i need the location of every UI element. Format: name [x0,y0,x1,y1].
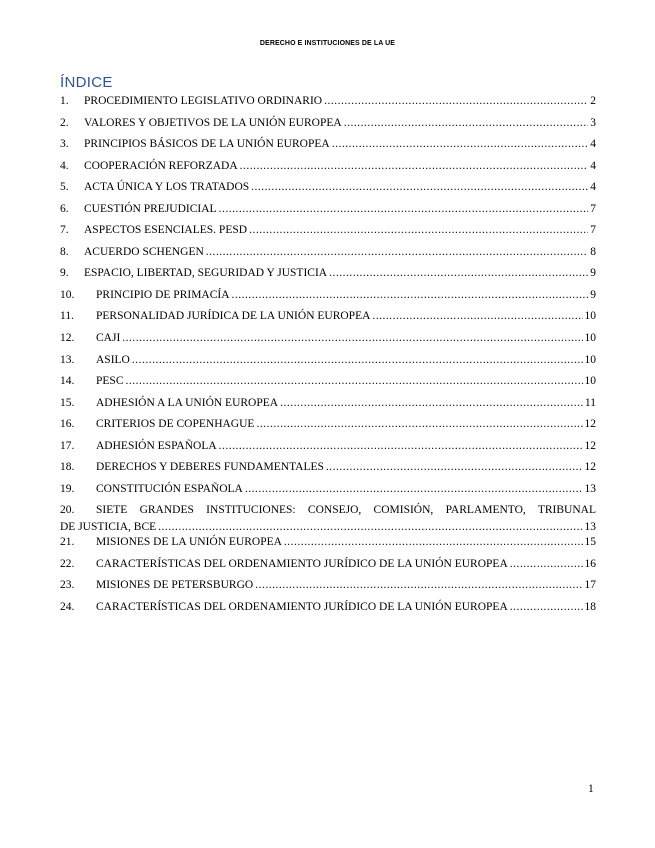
dot-leader [219,439,583,453]
toc-entry-title[interactable]: ACTA ÚNICA Y LOS TRATADOS [84,181,250,194]
toc-entry-page[interactable]: 10 [584,332,596,345]
toc-entry-title[interactable]: VALORES Y OBJETIVOS DE LA UNIÓN EUROPEA [84,116,342,129]
toc-entry-6[interactable] [60,202,596,224]
dot-leader [256,417,582,431]
toc-entry-22[interactable] [60,557,596,579]
toc-entry-20[interactable] [60,503,596,535]
toc-entry-13[interactable] [60,353,596,375]
toc-entry-page[interactable]: 12 [584,461,596,474]
toc-entry-23[interactable] [60,578,596,600]
toc-entry-page[interactable]: 8 [590,245,596,258]
toc-entry-number: 6. [60,202,69,215]
toc-entry-number: 16. [60,418,75,431]
dot-leader [206,245,588,259]
toc-entry-12[interactable] [60,331,596,353]
toc-heading: ÍNDICE [60,74,113,91]
toc-entry-number: 22. [60,557,75,570]
toc-entry-page[interactable]: 17 [584,579,596,592]
toc-entry-7[interactable] [60,223,596,245]
toc-entry-19[interactable] [60,482,596,504]
toc-entry-page[interactable]: 4 [590,159,596,172]
toc-entry-title[interactable]: ESPACIO, LIBERTAD, SEGURIDAD Y JUSTICIA [84,267,328,280]
toc-entry-page[interactable]: 11 [584,396,596,409]
toc-entry-line-2 [60,520,596,534]
toc-entry-number: 20. [60,504,75,517]
dot-leader [329,266,588,280]
toc-entry-number: 2. [60,116,69,129]
toc-entry-title[interactable]: ADHESIÓN A LA UNIÓN EUROPEA [96,396,279,409]
dot-leader [249,223,588,237]
toc-entry-title[interactable]: SIETE GRANDES INSTITUCIONES: CONSEJO, COMISIÓN, PARLAMENTO, TRIBUNAL [96,504,596,517]
toc-entry-18[interactable] [60,460,596,482]
dot-leader [280,396,583,410]
toc-entry-title[interactable]: MISIONES DE LA UNIÓN EUROPEA [96,536,282,549]
toc-entry-9[interactable] [60,266,596,288]
dot-leader [324,94,588,108]
dot-leader [372,309,582,323]
dot-leader [326,460,583,474]
toc-entry-number: 21. [60,536,75,549]
toc-entry-title[interactable]: CRITERIOS DE COPENHAGUE [96,418,255,431]
toc-entry-number: 11. [60,310,74,323]
toc-entry-number: 9. [60,267,69,280]
toc-entry-line-1 [60,503,596,517]
dot-leader [510,557,583,571]
toc-entry-number: 23. [60,579,75,592]
toc-entry-number: 14. [60,375,75,388]
toc-entry-number: 15. [60,396,75,409]
toc-entry-page[interactable]: 10 [584,310,596,323]
toc-entry-page[interactable]: 4 [590,138,596,151]
toc-entry-8[interactable] [60,245,596,267]
toc-entry-title[interactable]: CAJI [96,332,121,345]
toc-entry-3[interactable] [60,137,596,159]
toc-entry-title[interactable]: MISIONES DE PETERSBURGO [96,579,254,592]
dot-leader [158,520,582,534]
toc-entry-title[interactable]: PROCEDIMIENTO LEGISLATIVO ORDINARIO [84,95,323,107]
page-number: 1 [588,783,594,795]
toc-entry-2[interactable] [60,116,596,138]
toc-entry-title[interactable]: COOPERACIÓN REFORZADA [84,159,238,172]
toc-entry-page[interactable]: 4 [590,181,596,194]
dot-leader [232,288,589,302]
toc-entry-number: 5. [60,181,69,194]
toc-entry-5[interactable] [60,180,596,202]
toc-entry-title[interactable]: ASILO [96,353,130,366]
toc-entry-16[interactable] [60,417,596,439]
toc-entry-title[interactable]: CARACTERÍSTICAS DEL ORDENAMIENTO JURÍDICO DE LA UNIÓN EUROPEA [96,601,508,614]
toc-entry-page[interactable]: 10 [584,375,596,388]
toc-entry-number: 4. [60,159,69,172]
toc-entry-11[interactable] [60,309,596,331]
toc-entry-10[interactable] [60,288,596,310]
dot-leader [510,600,583,614]
toc-entry-24[interactable] [60,600,596,622]
toc-entry-number: 18. [60,461,75,474]
toc-entry-number: 13. [60,353,75,366]
toc-entry-page[interactable]: 2 [590,95,596,107]
toc-entry-number: 12. [60,332,75,345]
toc-entry-title[interactable]: PERSONALIDAD JURÍDICA DE LA UNIÓN EUROPEA [96,310,371,323]
toc-entry-title[interactable]: CUESTIÓN PREJUDICIAL [84,202,217,215]
toc-entry-page[interactable]: 10 [584,353,596,366]
toc-entry-number: 8. [60,245,69,258]
toc-entry-page[interactable]: 7 [590,202,596,215]
toc-entry-page[interactable]: 15 [584,536,596,549]
toc-entry-title[interactable]: CONSTITUCIÓN ESPAÑOLA [96,482,243,495]
toc-entry-number: 7. [60,224,69,237]
toc-entry-21[interactable] [60,535,596,557]
dot-leader [251,180,588,194]
toc-entry-17[interactable] [60,439,596,461]
toc-entry-title[interactable]: ASPECTOS ESENCIALES. PESD [84,224,248,237]
running-header: DERECHO E INSTITUCIONES DE LA UE [259,40,396,47]
toc-entry-page[interactable]: 7 [590,224,596,237]
toc-entry-page[interactable]: 12 [584,418,596,431]
dot-leader [332,137,589,151]
toc-entry-title[interactable]: DERECHOS Y DEBERES FUNDAMENTALES [96,461,324,474]
table-of-contents [60,94,596,622]
toc-entry-page[interactable]: 16 [584,557,596,570]
toc-entry-4[interactable] [60,159,596,181]
toc-entry-page[interactable]: 12 [584,439,596,452]
dot-leader [219,202,589,216]
toc-entry-page[interactable]: 13 [584,482,596,495]
toc-entry-1[interactable] [60,94,596,116]
toc-entry-title-continued[interactable]: DE JUSTICIA, BCE [60,521,157,534]
toc-entry-number: 24. [60,601,75,614]
dot-leader [132,353,583,367]
toc-entry-page[interactable]: 3 [590,116,596,129]
toc-entry-title[interactable]: PESC [96,375,124,388]
dot-leader [344,116,589,130]
toc-entry-title[interactable]: PRINCIPIOS BÁSICOS DE LA UNIÓN EUROPEA [84,138,330,151]
toc-entry-number: 10. [60,288,75,301]
dot-leader [122,331,582,345]
dot-leader [240,159,589,173]
toc-entry-15[interactable] [60,396,596,418]
dot-leader [245,482,583,496]
toc-entry-title[interactable]: CARACTERÍSTICAS DEL ORDENAMIENTO JURÍDICO DE LA UNIÓN EUROPEA [96,557,508,570]
toc-entry-number: 3. [60,138,69,151]
dot-leader [126,374,583,388]
toc-entry-number: 17. [60,439,75,452]
toc-entry-page[interactable]: 13 [584,521,596,534]
toc-entry-number: 1. [60,95,69,107]
toc-entry-title[interactable]: PRINCIPIO DE PRIMACÍA [96,288,230,301]
toc-entry-14[interactable] [60,374,596,396]
toc-entry-title[interactable]: ADHESIÓN ESPAÑOLA [96,439,217,452]
toc-entry-page[interactable]: 9 [590,267,596,280]
toc-entry-number: 19. [60,482,75,495]
dot-leader [284,535,583,549]
dot-leader [255,578,582,592]
toc-entry-page[interactable]: 18 [584,601,596,614]
toc-entry-title[interactable]: ACUERDO SCHENGEN [84,245,204,258]
toc-entry-page[interactable]: 9 [590,288,596,301]
